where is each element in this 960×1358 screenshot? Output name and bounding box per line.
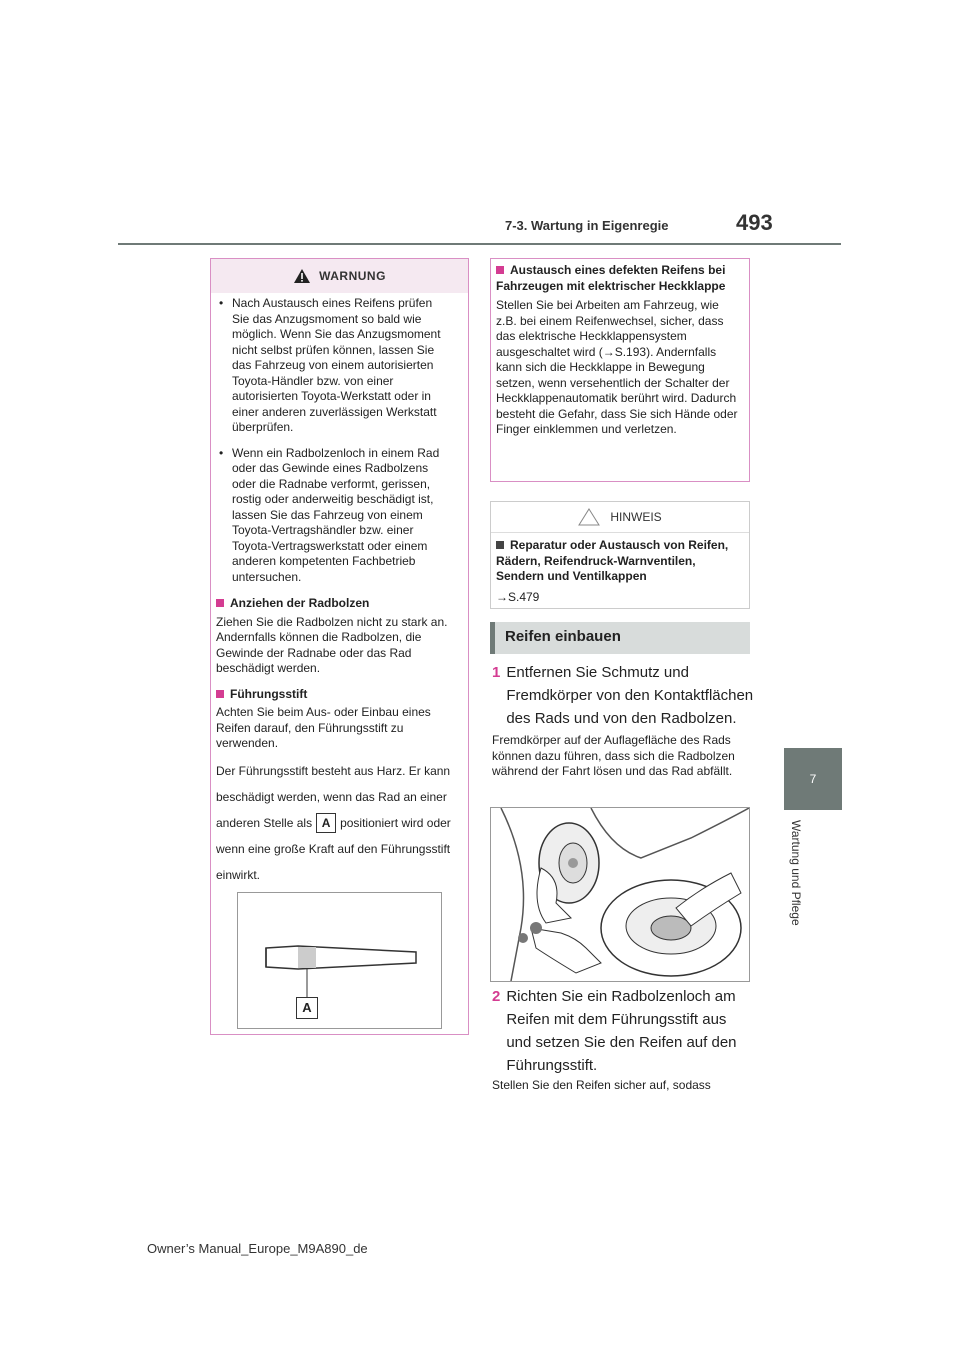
section-heading: 7-3. Wartung in Eigenregie: [505, 218, 669, 233]
step-2: [492, 985, 754, 1077]
chapter-label-text: Wartung und Pflege: [789, 820, 803, 926]
tailgate-subsection-title: [496, 263, 741, 294]
section-title: Reifen einbauen: [490, 622, 750, 654]
guide-pin-text-2b: positioniert wird oder wenn eine große Kraft auf den Führungsstift einwirkt.: [216, 815, 451, 882]
warning-icon: [293, 268, 311, 284]
wheel-cleaning-illustration: [491, 808, 749, 981]
subsection-title-tightening: [216, 596, 460, 612]
step-1: [492, 661, 754, 730]
note-subsection-title: [496, 538, 741, 585]
note-box: [490, 501, 750, 609]
subsection-title-tightening-text: Anziehen der Radbolzen: [230, 596, 370, 610]
step-1-note: Fremdkörper auf der Auflagefläche des Rads können dazu führen, dass sich die Radbolzen während der Fahrt lösen und das Rad abfällt.: [492, 733, 735, 778]
note-subsection-title-text: Reparatur oder Austausch von Reifen, Rädern, Reifendruck-Warnventilen, Sendern und Ventilkappen: [496, 538, 729, 583]
step-2-text: Richten Sie ein Radbolzenloch am Reifen mit dem Führungsstift aus und setzen Sie den Reifen auf den Führungsstift.: [506, 988, 737, 1074]
footer-manual-id: Owner’s Manual_Europe_M9A890_de: [147, 1241, 368, 1256]
guide-pin-text-2: [216, 758, 460, 888]
tightening-text: Ziehen Sie die Radbolzen nicht zu stark an.: [216, 614, 448, 629]
chapter-label: [783, 820, 803, 940]
figure-label-a: A: [296, 997, 318, 1019]
guide-pin-text-2a: Der Führungsstift besteht aus Harz. Er kann beschädigt werden, wenn das Rad an einer anderen Stelle als: [216, 763, 451, 830]
warning-box: [210, 258, 469, 1035]
label-a-badge: A: [316, 813, 336, 833]
tailgate-subsection-title-text: Austausch eines defekten Reifens bei Fahrzeugen mit elektrischer Heckklappe: [496, 263, 726, 293]
header-rule: [118, 243, 841, 245]
chapter-tab: 7: [784, 748, 842, 810]
subsection-title-guide-pin-text: Führungsstift: [230, 686, 308, 701]
step-2-note: Stellen Sie den Reifen sicher auf, sodass: [492, 1078, 711, 1092]
warning-continuation-box: [490, 258, 750, 482]
warning-title: WARNUNG: [319, 269, 386, 283]
note-header: [491, 502, 749, 533]
note-title: HINWEIS: [610, 510, 662, 524]
subsection-title-guide-pin: [216, 687, 460, 703]
wheel-cleaning-figure: [490, 807, 750, 982]
tailgate-text: Stellen Sie bei Arbeiten am Fahrzeug, wie z.B. bei einem Reifenwechsel, sicher, dass das elektrische Heckklappensystem ausgeschaltet wird (→S.193). Andernfalls kann sich die Heckklappe in Bewegung setzen, wenn versehentlich der Schalter der Heckklappenautomatik berührt wird. Dadurch besteht die Gefahr, dass Sie sich Hände oder Finger einklemmen und verletzen.: [496, 298, 738, 436]
caution-icon: [578, 508, 600, 526]
tightening-text-2: Andernfalls können die Radbolzen, die Gewinde der Radnabe oder das Rad beschädigt werden.: [216, 630, 422, 675]
step-1-number: 1: [492, 664, 501, 681]
note-page-ref: →S.479: [496, 589, 540, 604]
step-2-number: 2: [492, 988, 501, 1005]
guide-pin-illustration: [238, 893, 441, 1028]
step-1-text: Entfernen Sie Schmutz und Fremdkörper von den Kontaktflächen des Rads und von den Radbolzen.: [506, 664, 754, 727]
page-number: 493: [736, 210, 773, 235]
guide-pin-figure: [237, 892, 442, 1029]
guide-pin-text: Achten Sie beim Aus- oder Einbau eines Reifen darauf, den Führungsstift zu verwenden.: [216, 705, 431, 750]
warning-bullet-2: • Wenn ein Radbolzenloch in einem Rad oder das Gewinde eines Radbolzens oder die Radnabe verformt, gerissen, rostig oder anderweitig beschädigt ist, lassen Sie das Fahrzeug von einem Toyota-Vertragshändler bzw. einer Toyota-Vertragswerkstatt oder einem anderen kompetenten Fachbetrieb untersuchen.: [216, 446, 460, 586]
warning-header: [211, 259, 468, 293]
warning-bullet-1: • Nach Austausch eines Reifens prüfen Sie das Anzugsmoment so bald wie möglich. Wenn Sie das Anzugsmoment nicht selbst prüfen können, lassen Sie das Fahrzeug von einem autorisierten Toyota-Händler bzw. von einer autorisierten Toyota-Werkstatt oder in einer anderen zuverlässigen Werkstatt überprüfen.: [216, 296, 460, 436]
